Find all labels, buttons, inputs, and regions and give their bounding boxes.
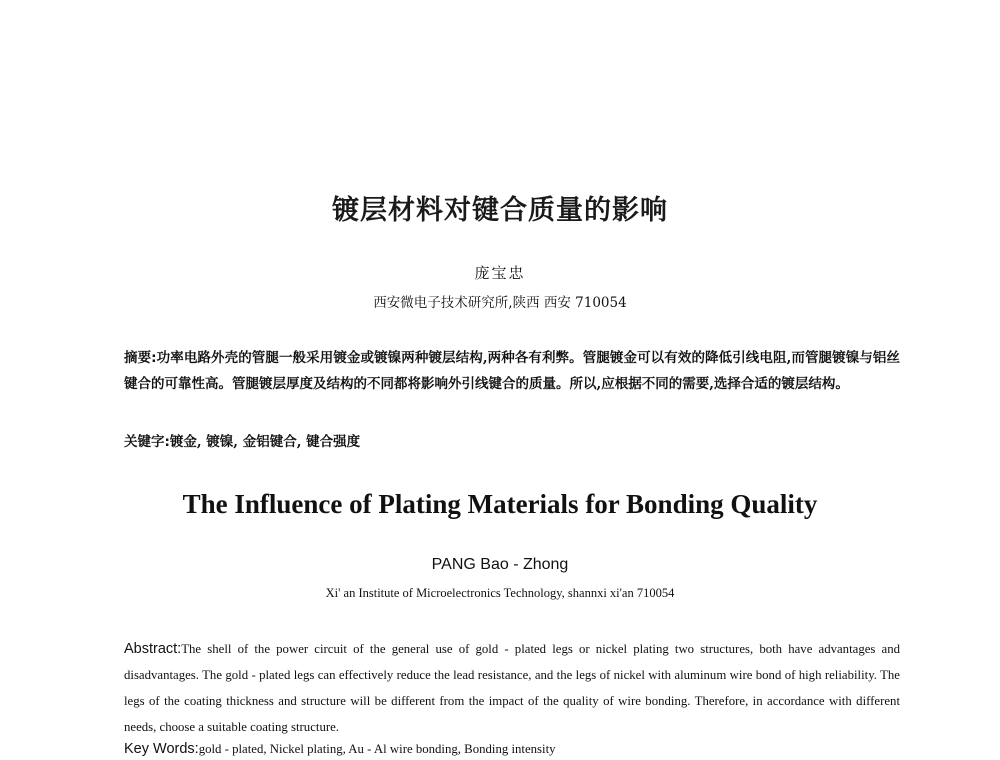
english-keywords-text: gold - plated, Nickel plating, Au - Al wire bonding, Bonding intensity (198, 742, 556, 756)
english-affiliation: Xi' an Institute of Microelectronics Technology, shannxi xi'an 710054 (325, 586, 675, 600)
chinese-keywords-text: 镀金, 镀镍, 金铝键合, 键合强度 (169, 434, 361, 450)
chinese-keywords (124, 430, 900, 450)
english-author: PANG Bao - Zhong (431, 556, 569, 573)
english-title: The Influence of Plating Materials for Bonding Quality (182, 489, 818, 519)
chinese-author: 庞宝忠 (474, 264, 526, 282)
chinese-abstract-text: 功率电路外壳的管腿一般采用镀金或镀镍两种镀层结构,两种各有利弊。管腿镀金可以有效的降低引线电阻,而管腿镀镍与铝丝键合的可靠性高。管腿镀层厚度及结构的不同都将影响外引线键合的质量。所以,应根据不同的需要,选择合适的镀层结构。 (124, 350, 900, 392)
english-abstract (124, 636, 900, 740)
chinese-affiliation: 西安微电子技术研究所,陕西 西安 710054 (373, 295, 627, 311)
english-abstract-label: Abstract: (124, 641, 182, 657)
chinese-abstract-label: 摘要: (124, 350, 157, 366)
chinese-abstract (124, 345, 900, 397)
chinese-title: 镀层材料对键合质量的影响 (332, 195, 668, 226)
english-keywords (124, 739, 900, 759)
english-abstract-text: The shell of the power circuit of the general use of gold - plated legs or nickel plating two structures, both have advantages and disadvantages. The gold - plated legs can effectively reduce the lead resistance, and the legs of nickel with aluminum wire bond of high reliability. The legs of the coating thickness and structure will be different from the impact of the quality of wire bonding. Therefore, in accordance with different needs, choose a suitable coating structure. (124, 642, 900, 734)
english-keywords-label: Key Words: (124, 741, 199, 757)
chinese-keywords-label: 关键字: (124, 434, 170, 450)
